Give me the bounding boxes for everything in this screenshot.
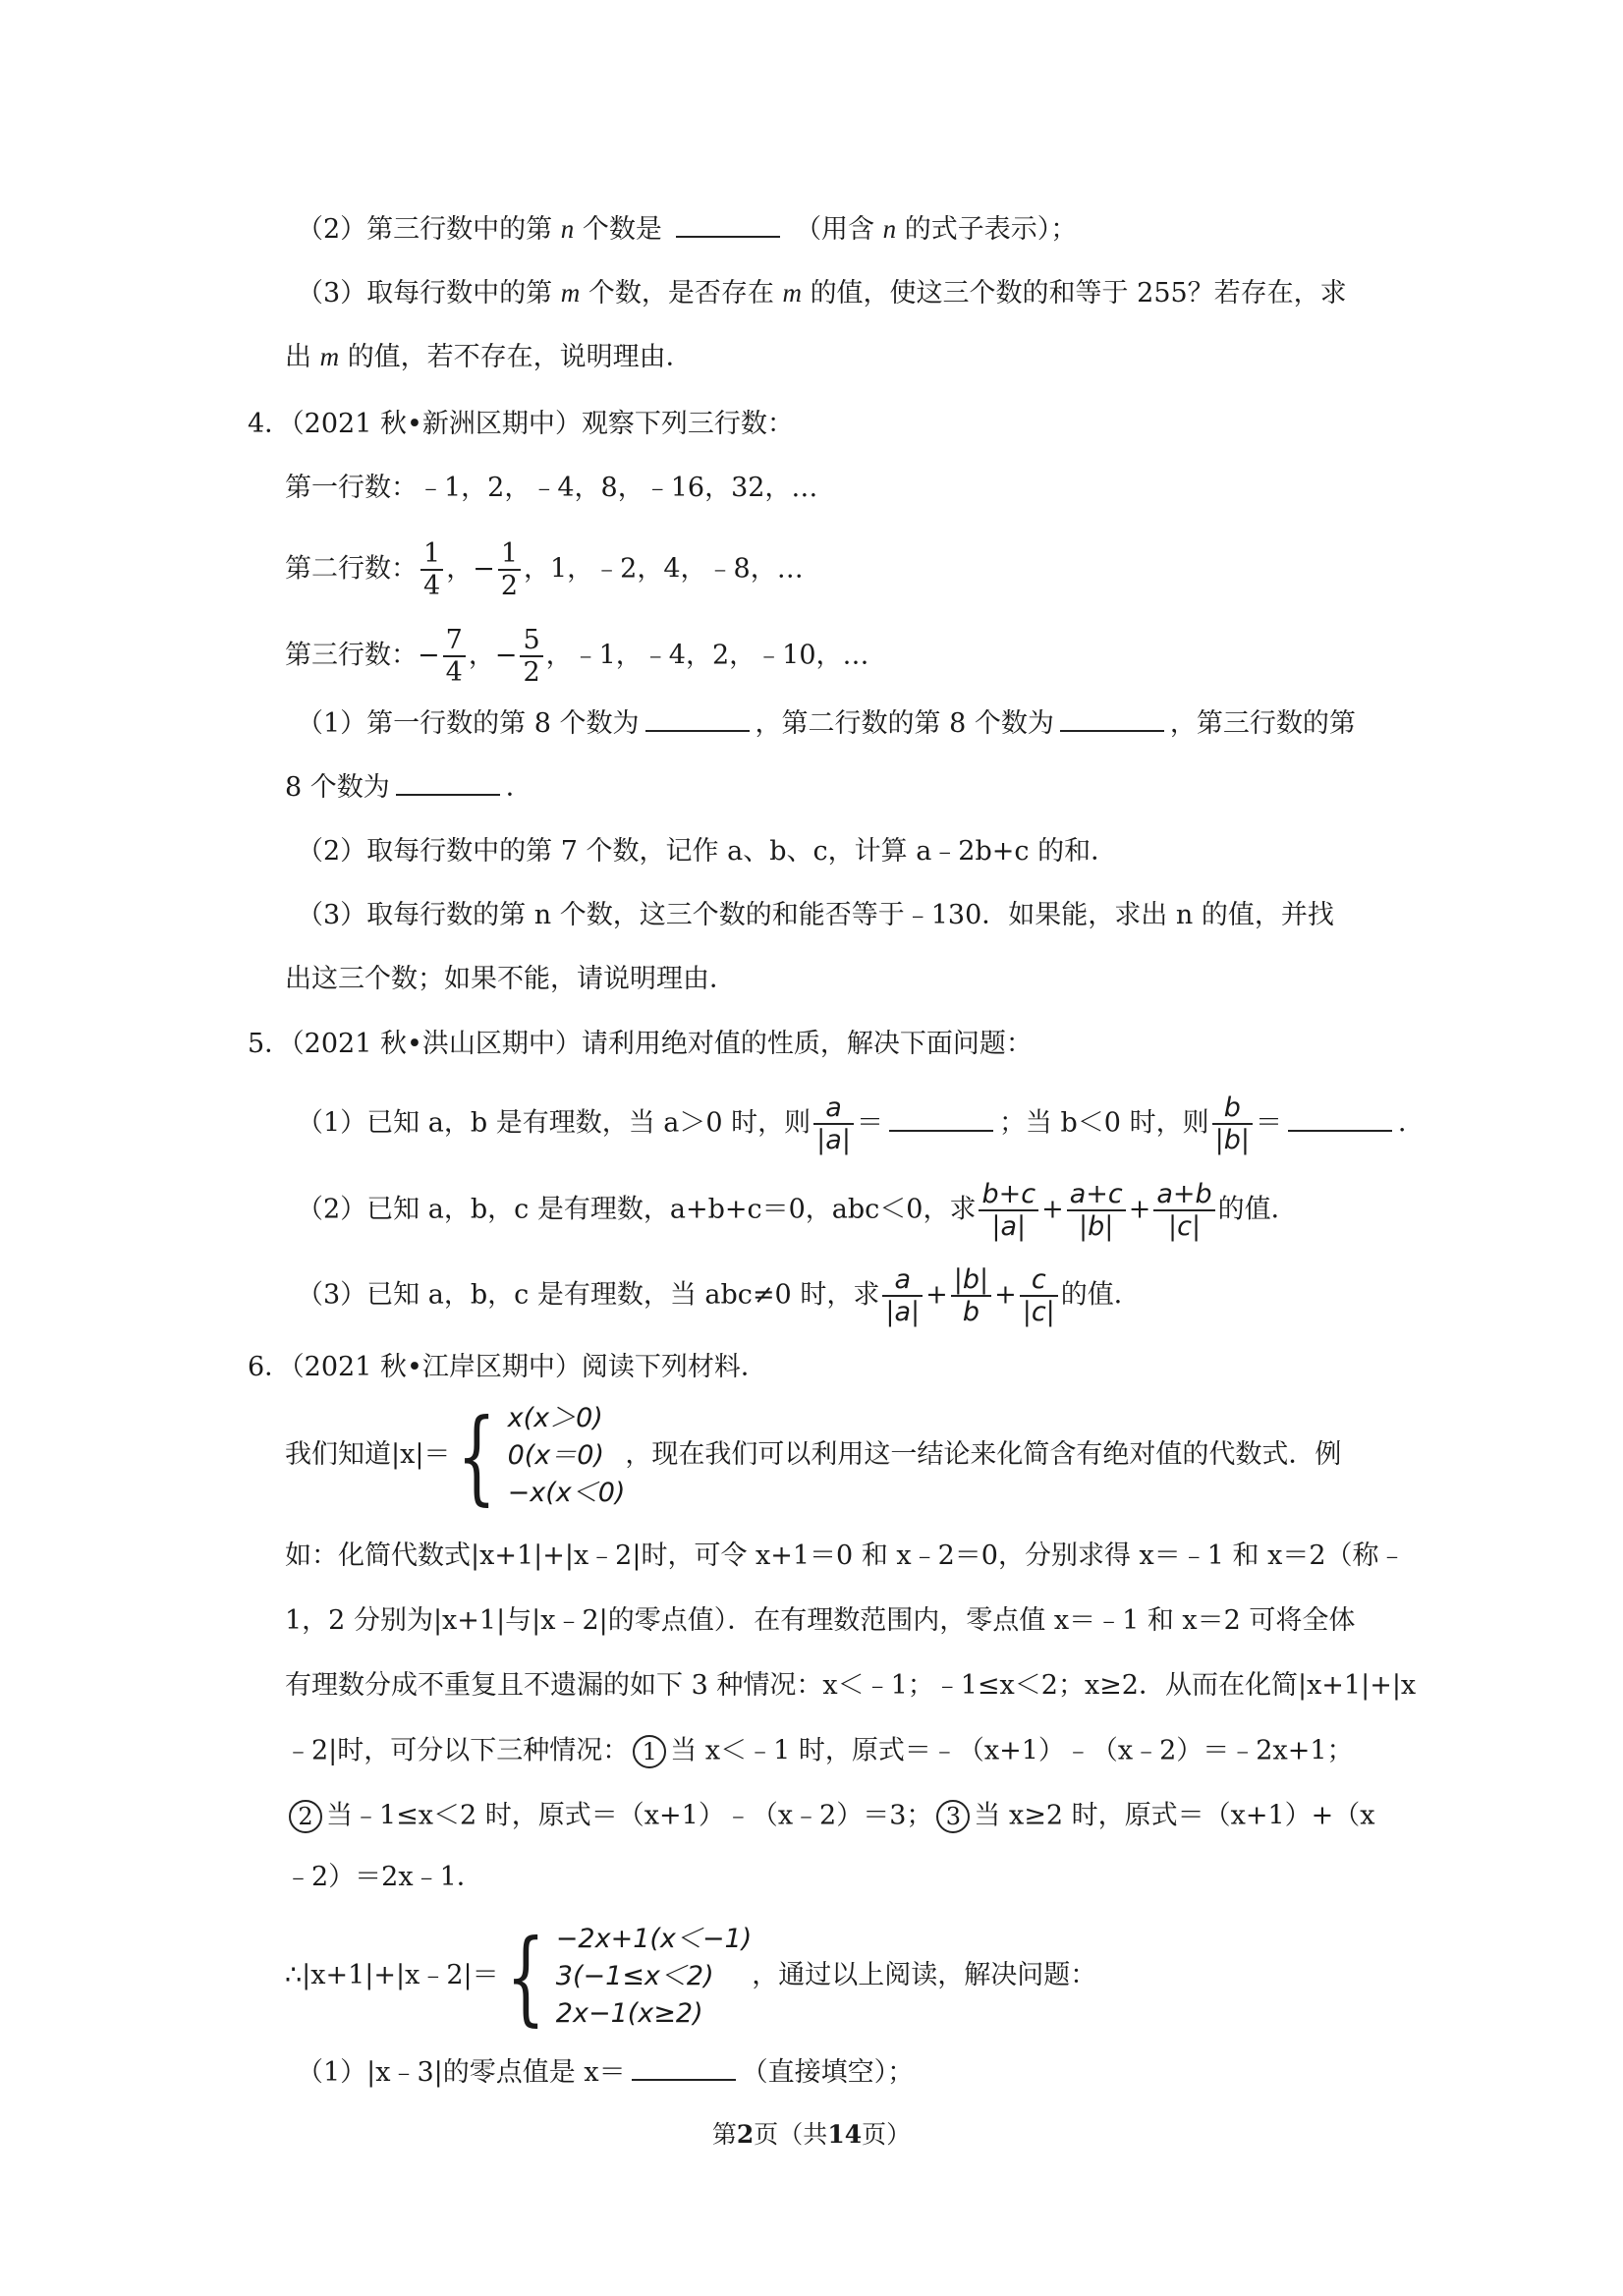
page-footer <box>0 2115 1623 2151</box>
s4-row3: 第三行数：− $\frac{7}{4}$ ，− $\frac{5}{2}$ ，﹣1，﹣4，2，﹣10，… <box>285 625 869 689</box>
s3-q3-text-e: 的值，若不存在，说明理由． <box>347 342 693 372</box>
s4-q1-line <box>297 710 1356 737</box>
s4-row3-label: 第三行数： <box>285 640 418 671</box>
answer-blank <box>396 793 500 796</box>
s5-q2-text-a: （2）已知 a，b，c 是有理数，a+b+c＝0，abc＜0，求 <box>297 1194 977 1225</box>
s4-row2-tail: ，1，﹣2，4，﹣8，… <box>524 553 804 585</box>
s6-q1-text-b: （直接填空）； <box>741 2057 915 2088</box>
s6-p5 <box>285 1800 1374 1833</box>
circled-number-2: 2 <box>289 1800 322 1833</box>
piecewise-cases <box>556 1921 752 2032</box>
fraction-c-abs-c: $\frac{c}{|c|}$ <box>1020 1264 1058 1327</box>
case-row: 3(−1≤x＜2) <box>555 1960 714 1991</box>
page-number: 2 <box>736 2120 755 2149</box>
s5-q3-text-a: （3）已知 a，b，c 是有理数，当 abc≠0 时，求 <box>297 1279 880 1311</box>
s3-q3-text-c: 的值，使这三个数的和等于 255？若存在，求 <box>810 278 1347 308</box>
abs-cases <box>508 1400 626 1511</box>
answer-blank <box>889 1129 993 1132</box>
s4-row1: 第一行数：﹣1，2，﹣4，8，﹣16，32，… <box>285 473 818 503</box>
s5-q1-text-c: ． <box>1397 1107 1425 1139</box>
s6-therefore-line <box>285 1916 1097 2037</box>
s4-q3-line2: 出这三个数；如果不能，请说明理由． <box>285 964 736 994</box>
footer-post: 页） <box>862 2120 912 2149</box>
s3-q2-text-b: 个数是 <box>582 214 662 245</box>
s6-title: 6．（2021 秋•江岸区期中）阅读下列材料． <box>248 1352 767 1382</box>
fraction-b-abs-b: $\frac{b}{|b|}$ <box>1212 1092 1253 1155</box>
s6-p4-text-a: ﹣2|时，可分以下三种情况： <box>285 1735 630 1766</box>
fraction-a-abs-a: $\frac{a}{|a|}$ <box>882 1264 923 1327</box>
s3-q2-text-c: （用含 <box>795 214 875 245</box>
s6-p6: ﹣2）＝2x﹣1． <box>285 1862 483 1892</box>
s4-row3-tail: ，﹣1，﹣4，2，﹣10，… <box>545 640 869 671</box>
var-m: m <box>560 278 581 308</box>
s6-tail-text: ，通过以上阅读，解决问题： <box>752 1960 1097 1991</box>
var-m: m <box>782 278 802 308</box>
s6-p5-text-b: 当 x≥2 时，原式＝（x+1）+（x <box>974 1800 1375 1831</box>
s4-row2-label: 第二行数： <box>285 553 418 585</box>
s3-q2-text-a: （2）第三行数中的第 <box>297 214 553 245</box>
s4-q1-text-e: ． <box>505 772 532 803</box>
s3-q3-text-a: （3）取每行数中的第 <box>297 278 553 308</box>
s6-p4-text-b: 当 x＜﹣1 时，原式＝﹣（x+1）﹣（x﹣2）＝﹣2x+1； <box>670 1735 1354 1766</box>
s6-p2: 1，2 分别为|x+1|与|x﹣2|的零点值）．在有理数范围内，零点值 x＝﹣1 和 x＝2 可将全体 <box>285 1605 1356 1636</box>
s4-row2: 第二行数： $\frac{1}{4}$ ，− $\frac{1}{2}$ ，1，﹣2，4，﹣8，… <box>285 538 804 602</box>
s5-q2-text-b: 的值． <box>1217 1194 1298 1225</box>
s6-q1-line <box>297 2059 914 2086</box>
footer-mid: 页（共 <box>754 2120 828 2149</box>
s5-title: 5．（2021 秋•洪山区期中）请利用绝对值的性质，解决下面问题： <box>248 1029 1033 1059</box>
s6-p4 <box>285 1735 1354 1768</box>
s5-q1-line: （1）已知 a，b 是有理数，当 a＞0 时，则 $\frac{a}{|a|}$ ＝ ；当 b＜0 时，则 $\frac{b}{|b|}$ ＝ ． <box>297 1092 1425 1156</box>
var-n: n <box>560 214 575 244</box>
case-row: −x(x＜0) <box>507 1477 626 1508</box>
s4-q1-text-c: ，第三行数的第 <box>1169 708 1356 739</box>
s5-q1-text-b: ；当 b＜0 时，则 <box>998 1107 1209 1139</box>
total-pages: 14 <box>827 2120 863 2149</box>
s5-q1-text-a: （1）已知 a，b 是有理数，当 a＞0 时，则 <box>297 1107 812 1139</box>
s6-p1: 如：化简代数式|x+1|+|x﹣2|时，可令 x+1＝0 和 x﹣2＝0，分别求得 x＝﹣1 和 x＝2（称﹣ <box>285 1540 1406 1571</box>
s5-q3-line: （3）已知 a，b，c 是有理数，当 abc≠0 时，求 $\frac{a}{|a|}$ + $\frac{|b|}{b}$ + $\frac{c}{|c|}$ 的值． <box>297 1264 1141 1328</box>
fraction-ab-abs-c: $\frac{a+b}{|c|}$ <box>1153 1179 1214 1242</box>
left-brace: { <box>505 1916 545 2037</box>
s4-q1-text-b: ，第二行数的第 8 个数为 <box>755 708 1054 739</box>
case-row: 2x−1(x≥2) <box>555 1997 703 2029</box>
answer-blank <box>676 235 780 238</box>
s5-q2-line: （2）已知 a，b，c 是有理数，a+b+c＝0，abc＜0，求 $\frac{b+c}{|a|}$ + $\frac{a+c}{|b|}$ + $\frac{a+b}{|c|}$ 的值． <box>297 1179 1298 1243</box>
s6-q1-text-a: （1）|x﹣3|的零点值是 x＝ <box>297 2057 626 2088</box>
answer-blank <box>645 729 750 732</box>
fraction-1-4: $\frac{1}{4}$ <box>420 538 443 601</box>
circled-number-3: 3 <box>936 1800 970 1833</box>
answer-blank <box>1060 729 1164 732</box>
s3-q3-line <box>297 280 1347 307</box>
s6-therefore-text: ∴|x+1|+|x﹣2|＝ <box>285 1960 499 1991</box>
s5-q3-text-b: 的值． <box>1060 1279 1141 1311</box>
s6-p5-text-a: 当﹣1≤x＜2 时，原式＝（x+1）﹣（x﹣2）＝3； <box>326 1800 933 1831</box>
case-row: 0(x＝0) <box>507 1439 604 1471</box>
s3-q3-text-b: 个数，是否存在 <box>588 278 774 308</box>
fraction-5-2: $\frac{5}{2}$ <box>520 625 542 688</box>
case-row: x(x＞0) <box>507 1403 603 1433</box>
fraction-7-4: $\frac{7}{4}$ <box>443 625 466 688</box>
s3-q3-text-d: 出 <box>285 342 311 372</box>
s6-p3: 有理数分成不重复且不遗漏的如下 3 种情况：x＜﹣1；﹣1≤x＜2；x≥2．从而在化简|x+1|+|x <box>285 1670 1417 1701</box>
circled-number-1: 1 <box>633 1735 666 1768</box>
fraction-abs-b-b: $\frac{|b|}{b}$ <box>951 1264 991 1327</box>
s3-q3-line2 <box>285 344 693 370</box>
s4-q1-text-a: （1）第一行数的第 8 个数为 <box>297 708 640 739</box>
s4-q3-line: （3）取每行数的第 n 个数，这三个数的和能否等于﹣130．如果能，求出 n 的值，并找 <box>297 900 1334 930</box>
fraction-a-abs-a: $\frac{a}{|a|}$ <box>813 1092 854 1155</box>
left-brace: { <box>457 1395 497 1516</box>
var-m: m <box>319 342 340 371</box>
s4-title: 4．（2021 秋•新洲区期中）观察下列三行数： <box>248 409 794 439</box>
answer-blank <box>1288 1129 1392 1132</box>
case-row: −2x+1(x＜−1) <box>555 1924 753 1954</box>
s3-q2-line <box>297 216 1077 243</box>
fraction-1-2: $\frac{1}{2}$ <box>498 538 521 601</box>
s4-q1-text-d: 8 个数为 <box>285 772 390 803</box>
fraction-ac-abs-b: $\frac{a+c}{|b|}$ <box>1067 1179 1126 1242</box>
var-n: n <box>882 214 897 244</box>
s4-q1-line2 <box>285 774 532 801</box>
footer-pre: 第 <box>711 2120 737 2149</box>
s3-q2-text-d: 的式子表示）； <box>904 214 1078 245</box>
s4-q2: （2）取每行数中的第 7 个数，记作 a、b、c，计算 a﹣2b+c 的和． <box>297 836 1118 867</box>
s6-intro-text-b: ，现在我们可以利用这一结论来化简含有绝对值的代数式．例 <box>625 1439 1342 1471</box>
answer-blank <box>632 2078 736 2081</box>
s6-intro-text-a: 我们知道|x|＝ <box>285 1439 451 1471</box>
fraction-bc-abs-a: $\frac{b+c}{|a|}$ <box>979 1179 1038 1242</box>
s6-intro-line <box>285 1395 1342 1516</box>
